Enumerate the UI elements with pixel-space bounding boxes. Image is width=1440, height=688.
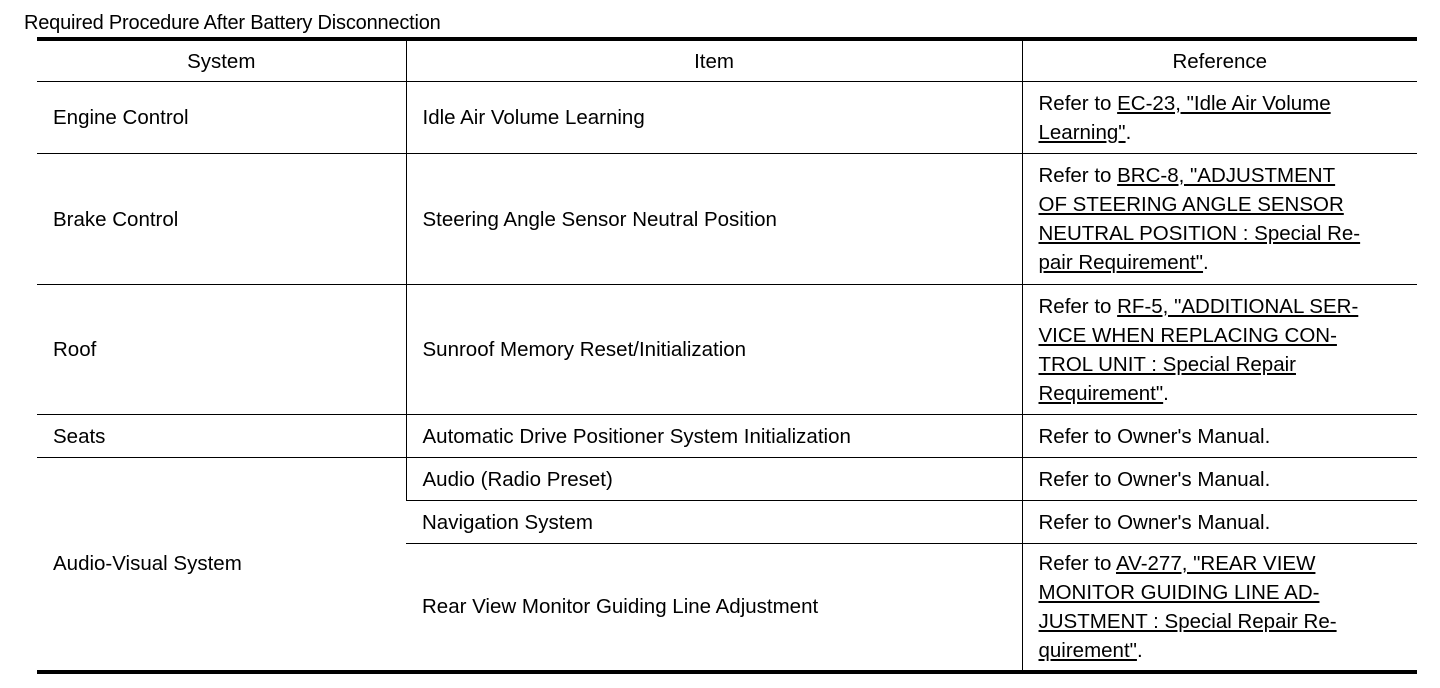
reference-link[interactable]: Requirement" (1038, 381, 1164, 405)
reference-link[interactable]: pair Requirement" (1038, 251, 1204, 274)
reference-cell: Refer to Owner's Manual. (1022, 501, 1417, 544)
reference-cell (1022, 154, 1417, 285)
reference-prefix: Refer to (1038, 164, 1118, 187)
system-cell: Audio-Visual System (37, 458, 406, 672)
table-row (37, 458, 1417, 501)
reference-suffix: . (1203, 251, 1209, 274)
header-row (37, 39, 1417, 82)
reference-suffix: . (1136, 638, 1143, 662)
reference-link[interactable]: OF STEERING ANGLE SENSOR (1038, 193, 1344, 216)
header-reference: Reference (1022, 39, 1417, 82)
item-cell: Navigation System (406, 501, 1022, 544)
item-cell: Idle Air Volume Learning (406, 82, 1022, 154)
system-cell: Brake Control (37, 154, 406, 285)
table-row (37, 82, 1417, 154)
reference-link[interactable]: Learning" (1038, 120, 1126, 144)
procedure-table (37, 37, 1417, 674)
reference-link[interactable]: BRC-8, "ADJUSTMENT (1117, 164, 1336, 187)
system-cell: Roof (37, 285, 406, 415)
reference-cell (1022, 544, 1417, 672)
reference-prefix: Refer to (1038, 551, 1116, 575)
table-row (37, 415, 1417, 458)
item-cell: Sunroof Memory Reset/Initialization (406, 285, 1022, 415)
reference-link[interactable]: MONITOR GUIDING LINE AD- (1038, 580, 1320, 604)
reference-link[interactable]: EC-23, "Idle Air Volume (1117, 91, 1331, 115)
reference-link[interactable]: AV-277, "REAR VIEW (1116, 551, 1316, 575)
table-caption: Required Procedure After Battery Disconnection (24, 12, 441, 34)
header-item: Item (406, 39, 1022, 82)
reference-prefix: Refer to (1038, 91, 1118, 115)
table-row (37, 154, 1417, 285)
reference-cell (1022, 285, 1417, 415)
reference-link[interactable]: VICE WHEN REPLACING CON- (1038, 323, 1337, 347)
system-cell: Seats (37, 415, 406, 458)
reference-link[interactable]: quirement" (1038, 638, 1137, 662)
item-cell: Automatic Drive Positioner System Initialization (406, 415, 1022, 458)
header-system: System (37, 39, 406, 82)
reference-link[interactable]: TROL UNIT : Special Repair (1038, 352, 1296, 376)
reference-cell (1022, 82, 1417, 154)
reference-prefix: Refer to (1038, 294, 1118, 318)
item-cell: Rear View Monitor Guiding Line Adjustment (406, 544, 1022, 672)
system-cell: Engine Control (37, 82, 406, 154)
reference-link[interactable]: RF-5, "ADDITIONAL SER- (1117, 294, 1359, 318)
reference-link[interactable]: JUSTMENT : Special Repair Re- (1038, 609, 1337, 633)
reference-link[interactable]: NEUTRAL POSITION : Special Re- (1038, 222, 1361, 245)
reference-cell: Refer to Owner's Manual. (1022, 458, 1417, 501)
table-row (37, 285, 1417, 415)
reference-suffix: . (1163, 381, 1169, 405)
item-cell: Steering Angle Sensor Neutral Position (406, 154, 1022, 285)
item-cell: Audio (Radio Preset) (406, 458, 1022, 501)
reference-suffix: . (1125, 120, 1132, 144)
reference-cell: Refer to Owner's Manual. (1022, 415, 1417, 458)
